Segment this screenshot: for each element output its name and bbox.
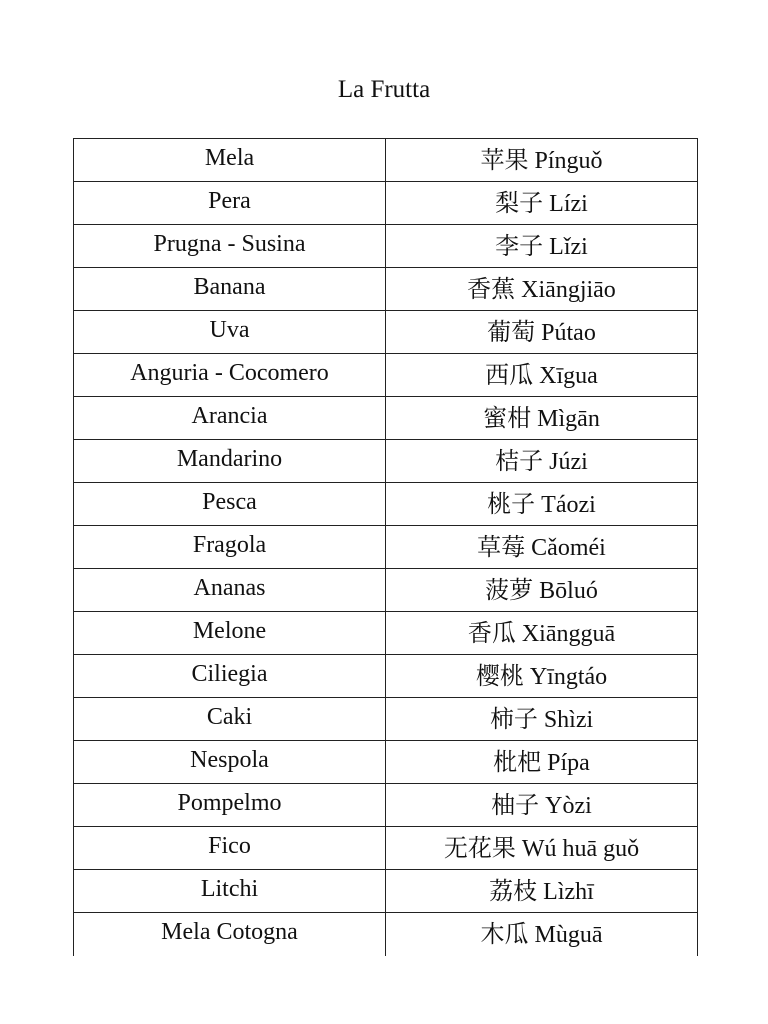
chinese-word-cell: 香瓜 Xiāngguā [386,612,698,655]
italian-word-cell: Uva [74,311,386,354]
table-row [74,483,698,526]
italian-word-cell: Fico [74,827,386,870]
italian-word-cell: Caki [74,698,386,741]
chinese-word-cell: 葡萄 Pútao [386,311,698,354]
chinese-word-cell: 香蕉 Xiāngjiāo [386,268,698,311]
italian-word-cell: Anguria - Cocomero [74,354,386,397]
italian-word-cell: Pompelmo [74,784,386,827]
table-row [74,913,698,956]
table-row [74,268,698,311]
italian-word-cell: Nespola [74,741,386,784]
chinese-word-cell: 柚子 Yòzi [386,784,698,827]
fruit-vocabulary-table [73,138,698,956]
table-row [74,655,698,698]
chinese-word-cell: 西瓜 Xīgua [386,354,698,397]
chinese-word-cell: 樱桃 Yīngtáo [386,655,698,698]
chinese-word-cell: 枇杷 Pípa [386,741,698,784]
page-title: La Frutta [337,76,431,103]
italian-word-cell: Mela Cotogna [74,913,386,956]
chinese-word-cell: 柿子 Shìzi [386,698,698,741]
table-row [74,397,698,440]
chinese-word-cell: 李子 Lǐzi [386,225,698,268]
chinese-word-cell: 木瓜 Mùguā [386,913,698,956]
table-row [74,311,698,354]
table-row [74,225,698,268]
italian-word-cell: Litchi [74,870,386,913]
chinese-word-cell: 梨子 Lízi [386,182,698,225]
table-row [74,870,698,913]
table-row [74,440,698,483]
chinese-word-cell: 桃子 Táozi [386,483,698,526]
italian-word-cell: Ciliegia [74,655,386,698]
italian-word-cell: Pesca [74,483,386,526]
chinese-word-cell: 荔枝 Lìzhī [386,870,698,913]
italian-word-cell: Mela [74,139,386,182]
table-row [74,182,698,225]
italian-word-cell: Prugna - Susina [74,225,386,268]
italian-word-cell: Ananas [74,569,386,612]
chinese-word-cell: 桔子 Júzi [386,440,698,483]
table-row [74,827,698,870]
table-row [74,741,698,784]
chinese-word-cell: 苹果 Pínguǒ [386,139,698,182]
italian-word-cell: Pera [74,182,386,225]
table-body [74,139,698,956]
italian-word-cell: Fragola [74,526,386,569]
chinese-word-cell: 蜜柑 Mìgān [386,397,698,440]
table-row [74,612,698,655]
italian-word-cell: Mandarino [74,440,386,483]
italian-word-cell: Melone [74,612,386,655]
table-row [74,784,698,827]
italian-word-cell: Arancia [74,397,386,440]
table-row [74,354,698,397]
chinese-word-cell: 无花果 Wú huā guǒ [386,827,698,870]
table-row [74,526,698,569]
chinese-word-cell: 草莓 Cǎoméi [386,526,698,569]
table-row [74,698,698,741]
table-row [74,139,698,182]
chinese-word-cell: 菠萝 Bōluó [386,569,698,612]
table-row [74,569,698,612]
italian-word-cell: Banana [74,268,386,311]
